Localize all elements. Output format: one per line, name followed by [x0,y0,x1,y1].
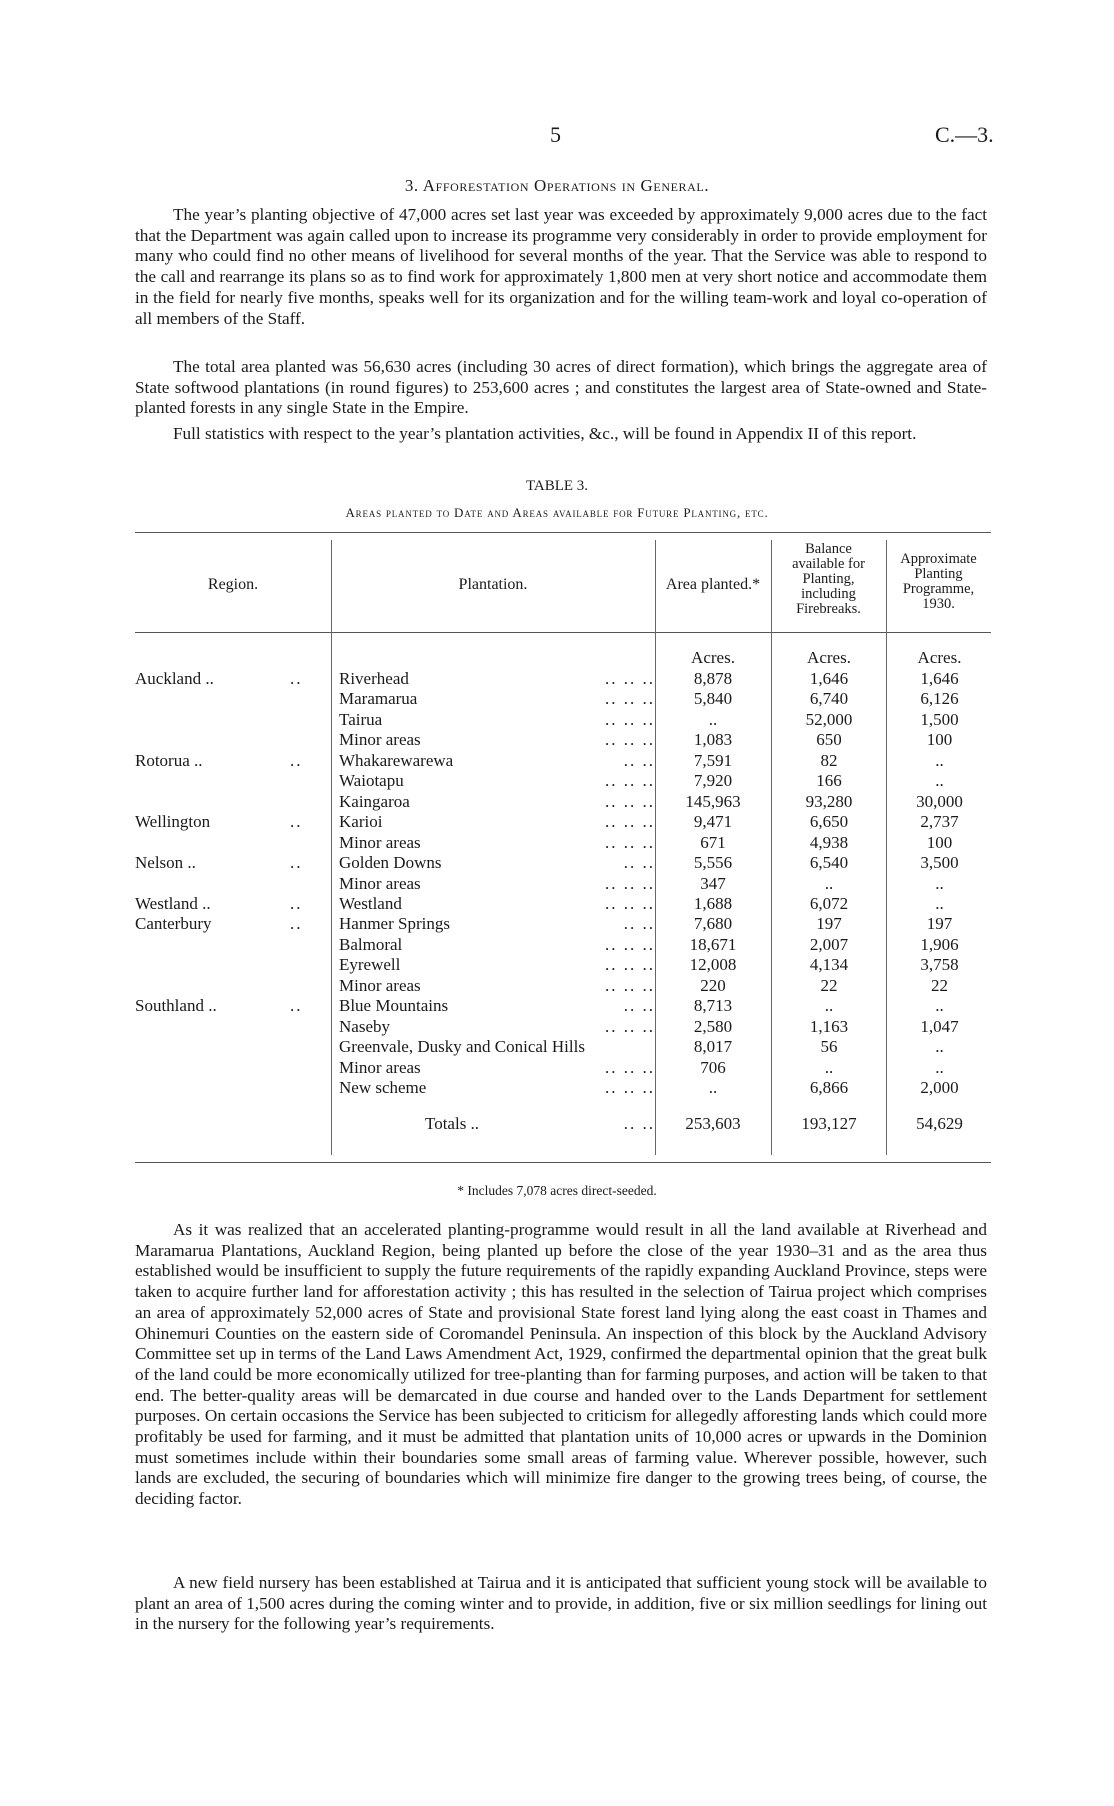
area-planted-cell: 671 [700,832,726,852]
table-footnote: * Includes 7,078 acres direct-seeded. [457,1183,657,1198]
balance-cell: 1,163 [809,1016,849,1036]
region-cell: Southland .. [135,996,217,1016]
programme-cell: .. [935,750,944,770]
table-row [135,853,991,874]
programme-cell: 1,646 [920,669,959,688]
section-title: 3. Afforestation Operations in General. [404,176,710,195]
region-leader-dots: .. [290,914,303,934]
region-leader-dots: .. [290,893,303,913]
programme-cell: 2,000 [920,1078,959,1097]
table-row [135,689,991,710]
plantation-leader-dots: .. .. .. [605,771,655,791]
balance-cell: 6,740 [809,689,849,709]
programme-cell: 197 [926,914,953,934]
plantation-leader-dots: .. .. [623,750,655,770]
total-programme: 54,629 [916,1114,963,1133]
programme-cell: .. [935,1057,944,1077]
programme-cell: .. [935,996,944,1016]
region-leader-dots: .. [290,750,303,770]
plantation-cell: Minor areas [339,873,421,893]
area-planted-cell: 1,688 [693,893,733,913]
header-balance [771,542,886,617]
balance-cell: 56 [820,1037,838,1057]
plantation-leader-dots: .. .. [623,853,655,873]
balance-cell: 6,650 [809,812,849,832]
table-row [135,751,991,772]
plantation-cell: New scheme [339,1078,427,1097]
area-planted-cell: .. [708,709,718,729]
plantation-leader-dots: .. .. .. [605,893,655,913]
plantation-leader-dots: .. .. .. [605,934,655,954]
balance-cell: .. [824,1057,834,1077]
document-reference: C.—3. [935,122,994,147]
table-row [135,669,991,690]
plantation-cell: Minor areas [339,832,421,852]
programme-cell: .. [935,873,944,893]
programme-cell: 30,000 [916,791,963,811]
totals-label: Totals .. [425,1114,480,1133]
unit-area: Acres. [691,648,735,667]
programme-cell: .. [935,1037,944,1057]
area-planted-cell: 347 [700,873,726,893]
paragraph-total-area: The total area planted was 56,630 acres (including 30 acres of direct formation), which brings the aggregate area of State softwood plantations (in round figures) to 253,600 acres ; and constitutes the largest area of State-owned and State-planted forests in any single State in the Empire. [135,357,987,418]
plantation-leader-dots: .. .. .. [605,1016,655,1036]
table-row [135,710,991,731]
balance-cell: 93,280 [805,791,853,811]
area-planted-cell: 8,713 [693,996,733,1016]
plantation-cell: Golden Downs [339,853,442,873]
units-row [135,648,991,669]
area-planted-cell: 18,671 [689,934,737,954]
header-programme-line: Approximate [900,551,977,567]
balance-cell: 650 [816,730,842,750]
header-programme [886,552,991,612]
table-header-rule [135,632,991,633]
area-planted-cell: 1,083 [693,730,733,750]
programme-cell: 3,500 [920,853,959,873]
balance-cell: 22 [820,975,838,995]
table-row [135,976,991,997]
area-planted-cell: 9,471 [693,812,733,832]
table-top-rule [135,532,991,533]
balance-cell: 1,646 [809,669,849,688]
plantation-cell: Balmoral [339,934,403,954]
plantation-cell: Minor areas [339,975,421,995]
programme-cell: 3,758 [920,955,959,975]
table-row [135,935,991,956]
header-balance-line: available for [792,556,865,572]
header-balance-line: including [801,586,856,602]
plantation-leader-dots: .. .. .. [605,975,655,995]
plantation-cell: Whakarewarewa [339,750,454,770]
area-planted-cell: 706 [700,1057,726,1077]
balance-cell: 52,000 [805,709,853,729]
table-row [135,996,991,1017]
programme-cell: 1,047 [920,1016,959,1036]
table-row [135,1037,991,1058]
table-row [135,1078,991,1099]
region-cell: Wellington [135,812,211,832]
table-title: TABLE 3. [525,478,589,494]
plantation-cell: Naseby [339,1016,390,1036]
balance-cell: 4,938 [809,832,849,852]
plantation-leader-dots: .. .. .. [605,709,655,729]
area-planted-cell: 220 [700,975,726,995]
plantation-leader-dots: .. .. .. [605,873,655,893]
plantation-cell: Karioi [339,812,383,832]
region-cell: Nelson .. [135,853,196,873]
table-row [135,914,991,935]
plantation-leader-dots: .. .. .. [605,812,655,832]
plantation-cell: Minor areas [339,1057,421,1077]
table-row [135,1058,991,1079]
totals-dots: .. .. [623,1114,655,1133]
plantation-cell: Maramarua [339,689,418,709]
totals-row [135,1114,991,1135]
area-planted-cell: 8,017 [693,1037,733,1057]
plantation-cell: Minor areas [339,730,421,750]
table-row [135,955,991,976]
balance-cell: 6,072 [809,893,849,913]
table-row [135,833,991,854]
paragraph-planting-objective: The year’s planting objective of 47,000 acres set last year was exceeded by approximately 9,000 acres due to the fact that the Department was again called upon to increase its programme very considerably in order to provide employment for many who could find no other means of livelihood for several months of the year. That the Service was able to respond to the call and rearrange its plans so as to find work for approximately 1,800 men at very short notice and accommodate them in the field for nearly five months, speaks well for its organization and for the willing team-work and loyal co-operation of all members of the Staff. [135,205,987,328]
plantation-cell: Westland [339,893,402,913]
table-row [135,874,991,895]
paragraph-field-nursery: A new field nursery has been established at Tairua and it is anticipated that sufficient young stock will be available to plant an area of 1,500 acres during the coming winter and to provide, in addition, five or six million seedlings for lining out in the nursery for the following year’s requirements. [135,1573,987,1634]
programme-cell: 6,126 [920,689,959,709]
plantation-cell: Eyrewell [339,955,401,975]
header-plantation: Plantation. [458,576,528,593]
table-row [135,771,991,792]
programme-cell: 22 [931,975,948,995]
region-leader-dots: .. [290,812,303,832]
total-balance: 193,127 [801,1114,857,1133]
area-planted-cell: 12,008 [689,955,737,975]
balance-cell: 166 [816,771,842,791]
plantation-cell: Tairua [339,709,383,729]
plantation-cell: Greenvale, Dusky and Conical Hills [339,1037,585,1057]
page-number: 5 [550,122,561,147]
total-area: 253,603 [685,1114,741,1133]
programme-cell: .. [935,771,944,791]
header-region: Region. [207,576,259,593]
programme-cell: 1,906 [920,934,959,954]
header-programme-line: Programme, [902,581,975,597]
programme-cell: .. [935,893,944,913]
unit-programme: Acres. [917,648,962,667]
plantation-leader-dots: .. .. [623,996,655,1016]
table-row [135,792,991,813]
plantation-cell: Waiotapu [339,771,404,791]
plantation-leader-dots: .. .. [623,914,655,934]
table-row [135,812,991,833]
header-programme-line: Planting [914,566,963,582]
plantation-leader-dots: .. .. .. [605,955,655,975]
plantation-leader-dots: .. .. .. [605,669,655,688]
balance-cell: 6,540 [809,853,849,873]
balance-cell: 6,866 [809,1078,849,1097]
header-programme-line: 1930. [922,596,955,612]
area-planted-cell: 7,591 [693,750,733,770]
plantation-leader-dots: .. .. .. [605,832,655,852]
plantation-leader-dots: .. .. .. [605,791,655,811]
areas-table [135,532,991,1164]
table-row [135,894,991,915]
table-subtitle: Areas planted to Date and Areas available for Future Planting, etc. [345,505,769,520]
region-cell: Canterbury [135,914,212,934]
table-row [135,730,991,751]
region-leader-dots: .. [290,669,303,688]
balance-cell: .. [824,996,834,1016]
plantation-cell: Kaingaroa [339,791,410,811]
unit-balance: Acres. [807,648,851,667]
plantation-cell: Riverhead [339,669,409,688]
region-cell: Auckland .. [135,669,214,688]
table-row [135,1017,991,1038]
header-balance-line: Balance [805,541,852,557]
header-balance-line: Firebreaks. [796,601,861,617]
balance-cell: 197 [816,914,842,934]
balance-cell: 2,007 [809,934,849,954]
region-cell: Westland .. [135,893,211,913]
region-cell: Rotorua .. [135,750,203,770]
programme-cell: 100 [926,730,953,750]
balance-cell: 82 [820,750,838,770]
plantation-cell: Blue Mountains [339,996,449,1016]
plantation-leader-dots: .. .. .. [605,1078,655,1097]
plantation-leader-dots: .. .. .. [605,1057,655,1077]
area-planted-cell: 7,680 [693,914,733,934]
plantation-leader-dots: .. .. .. [605,689,655,709]
area-planted-cell: 145,963 [685,791,741,811]
header-area-planted: Area planted.* [665,576,761,593]
programme-cell: 2,737 [920,812,959,832]
area-planted-cell: 8,878 [693,669,733,688]
area-planted-cell: 2,580 [693,1016,733,1036]
area-planted-cell: 7,920 [693,771,733,791]
area-planted-cell: 5,840 [693,689,733,709]
region-leader-dots: .. [290,996,303,1016]
area-planted-cell: 5,556 [693,853,733,873]
programme-cell: 1,500 [920,709,959,729]
paragraph-tairua-project: As it was realized that an accelerated planting-programme would result in all the land available at Riverhead and Maramarua Plantations, Auckland Region, being planted up before the close of the year 1930–31 and as the area thus established would be insufficient to supply the future requirements of the rapidly expanding Auckland Province, steps were taken to acquire further land for afforestation activity ; this has resulted in the selection of Tairua project which comprises an area of approximately 52,000 acres of State and provisional State forest land lying along the east coast in Thames and Ohinemuri Counties on the eastern side of Coromandel Peninsula. An inspection of this block by the Auckland Advisory Committee set up in terms of the Land Laws Amendment Act, 1929, confirmed the departmental opinion that the great bulk of the land could be more economically utilized for tree-planting than for farming purposes, and action will be taken to that end. The better-quality areas will be demarcated in due course and handed over to the Lands Department for settlement purposes. On certain occasions the Service has been subjected to criticism for allegedly afforesting lands which could more profitably be used for farming, and it must be admitted that plantation units of 10,000 acres or upwards in the Dominion must sometimes include within their boundaries some small areas of farming value. Wherever possible, however, such lands are excluded, the securing of boundaries which will minimize fire danger to the growing trees being, of course, the deciding factor. [135,1220,987,1509]
balance-cell: .. [824,873,834,893]
plantation-cell: Hanmer Springs [339,914,450,934]
balance-cell: 4,134 [809,955,849,975]
table-bottom-rule [135,1162,991,1163]
paragraph-full-statistics: Full statistics with respect to the year’s plantation activities, &c., will be found in Appendix II of this report. [173,424,917,443]
header-balance-line: Planting, [802,571,855,587]
region-leader-dots: .. [290,853,303,873]
plantation-leader-dots: .. .. .. [605,730,655,750]
programme-cell: 100 [926,832,953,852]
area-planted-cell: .. [708,1078,718,1097]
